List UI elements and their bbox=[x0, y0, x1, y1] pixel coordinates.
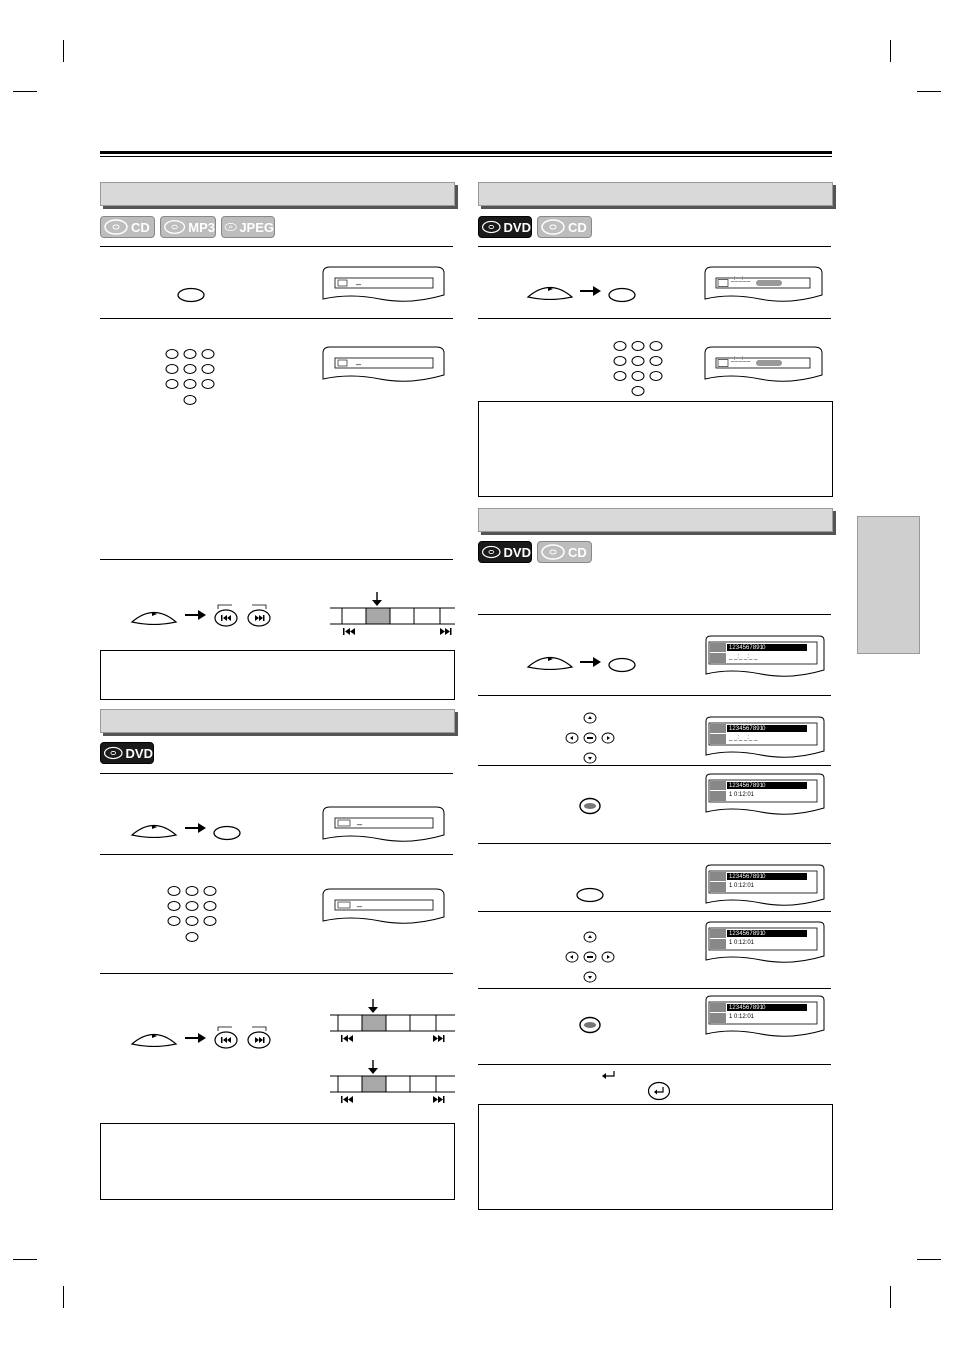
tv-screen-icon bbox=[320, 805, 450, 847]
disc-icon bbox=[481, 219, 502, 235]
play-button-icon bbox=[526, 650, 574, 670]
remote-button-icon bbox=[607, 287, 637, 303]
crop-mark bbox=[13, 1259, 37, 1260]
tv-screen-icon bbox=[320, 887, 450, 929]
track-bar-diagram bbox=[330, 1058, 455, 1106]
tv-screen-icon bbox=[702, 345, 827, 387]
disc-badge-cd bbox=[100, 216, 155, 238]
osd-marker-time: 1 0:12:01 bbox=[729, 1014, 755, 1020]
osd-marker-digits: 1 2 3 4 5 6 7 8 9 10 bbox=[729, 931, 765, 937]
tv-marker-screen-icon bbox=[703, 715, 828, 763]
arrow-right-icon bbox=[580, 285, 602, 297]
osd-entry: _ bbox=[356, 275, 362, 285]
disc-icon bbox=[540, 219, 566, 235]
return-button-icon bbox=[647, 1081, 671, 1101]
disc-label: DVD bbox=[503, 544, 531, 560]
osd-marker-time: 1 0:12:01 bbox=[729, 883, 755, 889]
disc-badge-jpeg bbox=[221, 216, 275, 238]
osd-marker-digits: 1 2 3 4 5 6 7 8 9 10 bbox=[729, 1005, 765, 1011]
play-button-icon bbox=[130, 605, 178, 625]
osd-marker-digits: 1 2 3 4 5 6 7 8 9 10 bbox=[729, 874, 765, 880]
disc-icon bbox=[163, 219, 186, 235]
osd-marker-time: _ _:_ _:_ _ bbox=[729, 654, 758, 660]
crop-mark bbox=[917, 1259, 941, 1260]
disc-label: MP3 bbox=[188, 219, 215, 235]
crop-mark bbox=[890, 1286, 891, 1308]
section-bar-title-search bbox=[100, 709, 455, 733]
disc-badge-dvd bbox=[478, 216, 532, 238]
disc-label: CD bbox=[131, 219, 150, 235]
arrow-right-icon bbox=[580, 656, 602, 668]
divider bbox=[478, 765, 831, 766]
divider bbox=[100, 854, 453, 855]
enter-button-icon bbox=[578, 1016, 602, 1034]
divider bbox=[100, 559, 453, 560]
crop-mark bbox=[890, 40, 891, 62]
play-button-icon bbox=[130, 1027, 178, 1047]
divider bbox=[100, 246, 453, 247]
tv-marker-screen-icon bbox=[703, 920, 828, 968]
remote-button-icon bbox=[607, 657, 637, 673]
section-bar-marker-setup bbox=[478, 508, 833, 532]
remote-button-icon bbox=[176, 287, 206, 303]
cursor-keys-icon bbox=[563, 711, 618, 765]
note-box bbox=[100, 1123, 455, 1200]
skip-buttons-icon bbox=[212, 1026, 274, 1050]
disc-badge-cd bbox=[537, 541, 592, 563]
osd-marker-digits: 1 2 3 4 5 6 7 8 9 10 bbox=[729, 726, 765, 732]
osd-marker-digits: 1 2 3 4 5 6 7 8 9 10 bbox=[729, 783, 765, 789]
section-bar-time-search bbox=[478, 182, 833, 206]
osd-entry: _ bbox=[357, 815, 363, 825]
arrow-right-icon bbox=[185, 1032, 207, 1044]
disc-label: DVD bbox=[503, 219, 531, 235]
divider bbox=[478, 988, 831, 989]
divider bbox=[478, 246, 831, 247]
enter-button-icon bbox=[578, 797, 602, 815]
disc-badge-cd bbox=[537, 216, 592, 238]
disc-badge-dvd bbox=[100, 742, 154, 764]
tv-marker-screen-icon bbox=[703, 863, 828, 911]
numeric-keypad-icon bbox=[163, 347, 218, 407]
disc-label: CD bbox=[568, 219, 587, 235]
disc-label: JPEG bbox=[239, 219, 274, 235]
tv-screen-icon bbox=[320, 345, 450, 387]
side-tab bbox=[857, 516, 920, 654]
arrow-right-icon bbox=[185, 822, 207, 834]
divider bbox=[478, 1064, 831, 1065]
divider bbox=[478, 318, 831, 319]
divider bbox=[478, 695, 831, 696]
divider bbox=[100, 773, 453, 774]
osd-marker-time: 1 0:12:01 bbox=[729, 940, 755, 946]
disc-icon bbox=[540, 544, 566, 560]
osd-marker-time: 1 0:12:01 bbox=[729, 792, 755, 798]
divider bbox=[478, 614, 831, 615]
divider bbox=[100, 318, 453, 319]
skip-buttons-icon bbox=[212, 604, 274, 628]
arrow-right-icon bbox=[185, 609, 207, 621]
crop-mark bbox=[63, 1286, 64, 1308]
osd-entry: _ bbox=[357, 897, 363, 907]
disc-badge-mp3 bbox=[160, 216, 216, 238]
play-button-icon bbox=[130, 818, 178, 838]
osd-time-entry: _:_ _:_ _ bbox=[731, 276, 750, 282]
tv-screen-icon bbox=[702, 265, 827, 307]
disc-icon bbox=[481, 544, 502, 560]
divider bbox=[478, 911, 831, 912]
numeric-keypad-icon bbox=[611, 339, 666, 399]
crop-mark bbox=[13, 91, 37, 92]
play-button-icon bbox=[526, 280, 574, 300]
note-box bbox=[478, 1104, 833, 1210]
cursor-keys-icon bbox=[563, 930, 618, 984]
remote-button-icon bbox=[212, 825, 242, 841]
section-bar-track-search bbox=[100, 182, 455, 206]
track-bar-diagram bbox=[330, 590, 455, 638]
numeric-keypad-icon bbox=[165, 884, 220, 944]
note-box bbox=[478, 401, 833, 497]
crop-mark bbox=[917, 91, 941, 92]
tv-marker-screen-icon bbox=[703, 994, 828, 1042]
tv-screen-icon bbox=[320, 265, 450, 307]
disc-icon bbox=[224, 219, 237, 235]
osd-time-entry: _:_ _:_ _ bbox=[731, 356, 750, 362]
divider bbox=[478, 843, 831, 844]
disc-badge-dvd bbox=[478, 541, 532, 563]
osd-marker-digits: 1 2 3 4 5 6 7 8 9 10 bbox=[729, 645, 765, 651]
remote-button-icon bbox=[575, 887, 605, 903]
tv-marker-screen-icon bbox=[703, 772, 828, 820]
disc-icon bbox=[103, 219, 129, 235]
disc-icon bbox=[103, 745, 124, 761]
osd-entry: _ bbox=[356, 355, 362, 365]
divider bbox=[100, 973, 453, 974]
return-icon bbox=[602, 1070, 616, 1080]
track-bar-diagram bbox=[330, 997, 455, 1045]
note-box bbox=[100, 650, 455, 700]
tv-marker-screen-icon bbox=[703, 634, 828, 682]
disc-label: DVD bbox=[125, 745, 153, 761]
osd-marker-time: _ _:_ _:_ _ bbox=[729, 735, 758, 741]
crop-mark bbox=[63, 40, 64, 62]
disc-label: CD bbox=[568, 544, 587, 560]
header-rule bbox=[100, 151, 832, 154]
header-rule-thin bbox=[100, 156, 832, 157]
